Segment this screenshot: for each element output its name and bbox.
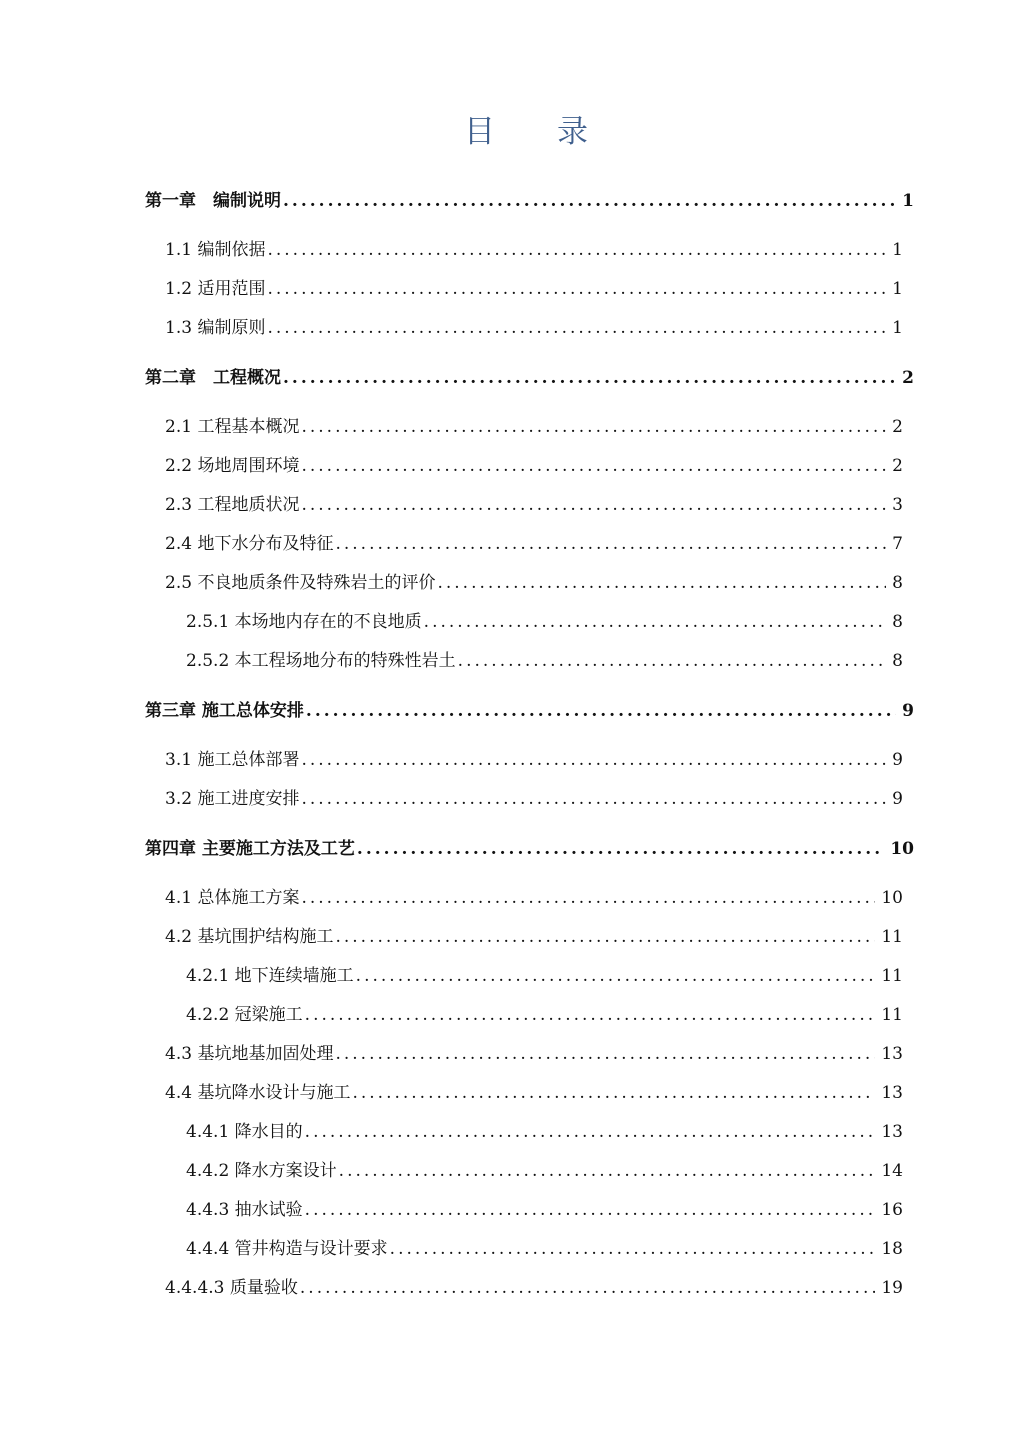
toc-page-number: 1: [892, 240, 903, 260]
toc-page-number: 11: [881, 927, 903, 947]
toc-page-number: 7: [892, 534, 903, 554]
toc-entry-title: 4.4.4.3 质量验收: [165, 1278, 298, 1298]
toc-dot-leader: [301, 492, 886, 518]
toc-dot-leader: [305, 1197, 876, 1223]
toc-entry-title: 4.4.4 管井构造与设计要求: [186, 1239, 388, 1259]
toc-entry-title: 4.2.1 地下连续墙施工: [186, 966, 354, 986]
toc-dot-leader: [301, 414, 886, 440]
toc-dot-leader: [458, 648, 887, 674]
toc-section-entry[interactable]: [165, 786, 903, 812]
toc-page-number: 11: [881, 1005, 903, 1025]
toc-page-number: 19: [881, 1278, 903, 1298]
toc-section-entry[interactable]: [186, 1002, 903, 1028]
toc-page-number: 13: [881, 1044, 903, 1064]
toc-dot-leader: [335, 531, 886, 557]
toc-entry-title: 4.1 总体施工方案: [165, 888, 300, 908]
toc-page-number: 9: [892, 789, 903, 809]
toc-page-number: 3: [892, 495, 903, 515]
toc-entry-title: 4.2.2 冠梁施工: [186, 1005, 303, 1025]
toc-section-entry[interactable]: [165, 492, 903, 518]
toc-page-number: 13: [881, 1083, 903, 1103]
toc-entry-title: 2.4 地下水分布及特征: [165, 534, 334, 554]
toc-entry-title: 第三章 施工总体安排: [145, 701, 304, 721]
toc-page-number: 9: [902, 701, 914, 721]
toc-dot-leader: [301, 747, 886, 773]
toc-section-entry[interactable]: [186, 1119, 903, 1145]
toc-entry-title: 4.3 基坑地基加固处理: [165, 1044, 334, 1064]
toc-page-number: 10: [881, 888, 903, 908]
toc-dot-leader: [305, 1119, 876, 1145]
toc-dot-leader: [306, 698, 896, 724]
toc-page-number: 14: [881, 1161, 903, 1181]
toc-section-entry[interactable]: [186, 1158, 903, 1184]
toc-section-entry[interactable]: [186, 648, 903, 674]
toc-page-number: 8: [892, 651, 903, 671]
toc-entry-title: 2.1 工程基本概况: [165, 417, 300, 437]
toc-dot-leader: [424, 609, 887, 635]
toc-entry-title: 4.4.3 抽水试验: [186, 1200, 303, 1220]
toc-dot-leader: [283, 365, 896, 391]
toc-dot-leader: [267, 276, 886, 302]
toc-entry-title: 第四章 主要施工方法及工艺: [145, 839, 355, 859]
toc-chapter-entry[interactable]: [145, 836, 914, 862]
toc-section-entry[interactable]: [165, 414, 903, 440]
toc-entry-title: 3.2 施工进度安排: [165, 789, 300, 809]
toc-dot-leader: [301, 885, 875, 911]
toc-page-number: 2: [892, 417, 903, 437]
toc-entry-title: 4.4 基坑降水设计与施工: [165, 1083, 351, 1103]
toc-section-entry[interactable]: [165, 747, 903, 773]
toc-dot-leader: [300, 1275, 875, 1301]
toc-section-entry[interactable]: [186, 1236, 903, 1262]
toc-dot-leader: [283, 188, 896, 214]
toc-section-entry[interactable]: [165, 885, 903, 911]
toc-page-number: 11: [881, 966, 903, 986]
toc-section-entry[interactable]: [186, 609, 903, 635]
toc-dot-leader: [335, 1041, 875, 1067]
toc-page-number: 16: [881, 1200, 903, 1220]
toc-entry-title: 4.4.1 降水目的: [186, 1122, 303, 1142]
toc-section-entry[interactable]: [165, 570, 903, 596]
toc-dot-leader: [301, 453, 886, 479]
toc-section-entry[interactable]: [165, 276, 903, 302]
toc-entry-title: 第一章 编制说明: [145, 191, 281, 211]
toc-page-number: 1: [902, 191, 914, 211]
toc-page-number: 18: [881, 1239, 903, 1259]
toc-dot-leader: [267, 237, 886, 263]
toc-entry-title: 4.4.2 降水方案设计: [186, 1161, 337, 1181]
toc-entry-title: 3.1 施工总体部署: [165, 750, 300, 770]
toc-dot-leader: [305, 1002, 876, 1028]
toc-section-entry[interactable]: [165, 1275, 903, 1301]
toc-chapter-entry[interactable]: [145, 698, 914, 724]
toc-chapter-entry[interactable]: [145, 188, 914, 214]
toc-page-number: 1: [892, 318, 903, 338]
toc-section-entry[interactable]: [165, 531, 903, 557]
toc-dot-leader: [390, 1236, 876, 1262]
toc-entry-title: 1.3 编制原则: [165, 318, 266, 338]
toc-section-entry[interactable]: [186, 963, 903, 989]
toc-page-number: 10: [890, 839, 914, 859]
toc-section-entry[interactable]: [165, 1041, 903, 1067]
toc-entry-title: 2.5.1 本场地内存在的不良地质: [186, 612, 422, 632]
toc-page-number: 2: [902, 368, 914, 388]
toc-entry-title: 1.1 编制依据: [165, 240, 266, 260]
toc-entry-title: 第二章 工程概况: [145, 368, 281, 388]
toc-dot-leader: [357, 836, 884, 862]
toc-dot-leader: [335, 924, 875, 950]
toc-page-number: 8: [892, 612, 903, 632]
toc-dot-leader: [352, 1080, 875, 1106]
toc-page-number: 1: [892, 279, 903, 299]
toc-chapter-entry[interactable]: [145, 365, 914, 391]
toc-dot-leader: [356, 963, 876, 989]
toc-entry-title: 2.5 不良地质条件及特殊岩土的评价: [165, 573, 436, 593]
toc-page-number: 2: [892, 456, 903, 476]
toc-section-entry[interactable]: [165, 453, 903, 479]
toc-entry-title: 2.5.2 本工程场地分布的特殊性岩土: [186, 651, 456, 671]
toc-section-entry[interactable]: [165, 924, 903, 950]
toc-page-number: 13: [881, 1122, 903, 1142]
toc-page-number: 9: [892, 750, 903, 770]
toc-section-entry[interactable]: [165, 315, 903, 341]
toc-entry-title: 1.2 适用范围: [165, 279, 266, 299]
toc-title-char-2: 录: [557, 114, 588, 150]
toc-section-entry[interactable]: [165, 237, 903, 263]
toc-page-number: 8: [892, 573, 903, 593]
toc-dot-leader: [437, 570, 886, 596]
toc-section-entry[interactable]: [165, 1080, 903, 1106]
toc-entry-title: 4.2 基坑围护结构施工: [165, 927, 334, 947]
toc-dot-leader: [339, 1158, 876, 1184]
toc-section-entry[interactable]: [186, 1197, 903, 1223]
toc-dot-leader: [267, 315, 886, 341]
toc-entry-title: 2.2 场地周围环境: [165, 456, 300, 476]
toc-title-char-1: 目: [464, 114, 495, 150]
toc-entry-title: 2.3 工程地质状况: [165, 495, 300, 515]
toc-dot-leader: [301, 786, 886, 812]
